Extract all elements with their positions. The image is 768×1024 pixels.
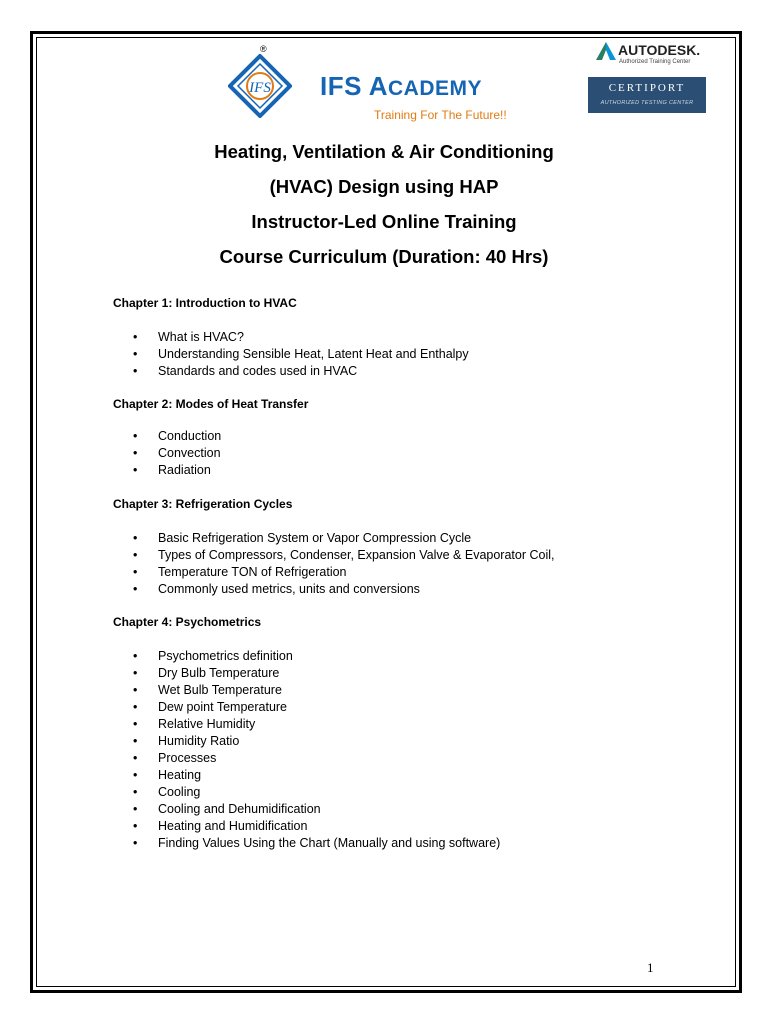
- list-item: • Conduction: [113, 428, 713, 445]
- list-item: • Radiation: [113, 462, 713, 479]
- list-item: • Processes: [113, 750, 713, 767]
- list-item: • Heating and Humidification: [113, 818, 713, 835]
- list-item: • Types of Compressors, Condenser, Expansion Valve & Evaporator Coil,: [113, 547, 713, 564]
- brand-tagline: Training For The Future!!: [374, 108, 507, 122]
- chapter-3: [113, 496, 713, 598]
- list-item: • Convection: [113, 445, 713, 462]
- list-item: • Basic Refrigeration System or Vapor Compression Cycle: [113, 530, 713, 547]
- course-title-line2: (HVAC) Design using HAP: [269, 176, 499, 197]
- chapter-topic-list: [113, 428, 713, 479]
- certiport-subtitle: AUTHORIZED TESTING CENTER: [600, 100, 694, 106]
- list-item: • Temperature TON of Refrigeration: [113, 564, 713, 581]
- brand-name: IFS ACADEMY: [320, 71, 482, 101]
- certiport-name: CERTIPORT: [608, 82, 686, 94]
- page-number: 1: [647, 960, 654, 975]
- chapter-2: [113, 396, 713, 479]
- autodesk-subtitle: Authorized Training Center: [619, 59, 691, 65]
- course-title-line3: Instructor-Led Online Training: [251, 211, 517, 232]
- autodesk-name: AUTODESK.: [618, 42, 701, 58]
- course-title-line4: Course Curriculum (Duration: 40 Hrs): [219, 246, 549, 267]
- list-item: • Cooling: [113, 784, 713, 801]
- chapter-heading: Chapter 4: Psychometrics: [113, 615, 262, 629]
- list-item: • Relative Humidity: [113, 716, 713, 733]
- course-title-block: [0, 134, 768, 274]
- list-item: • Psychometrics definition: [113, 648, 713, 665]
- chapter-heading: Chapter 1: Introduction to HVAC: [113, 296, 297, 310]
- list-item: • Heating: [113, 767, 713, 784]
- list-item: • Understanding Sensible Heat, Latent Heat and Enthalpy: [113, 346, 713, 363]
- list-item: • Commonly used metrics, units and conversions: [113, 581, 713, 598]
- svg-text:IFS: IFS: [249, 80, 271, 96]
- ifs-academy-logo: [228, 44, 538, 126]
- list-item: • Cooling and Dehumidification: [113, 801, 713, 818]
- list-item: • Dew point Temperature: [113, 699, 713, 716]
- ifs-diamond-icon: [228, 54, 292, 118]
- chapter-topic-list: [113, 530, 713, 598]
- certiport-logo: [588, 77, 706, 113]
- curriculum-content: [113, 295, 713, 852]
- chapter-1: [113, 295, 713, 380]
- chapter-heading: Chapter 2: Modes of Heat Transfer: [113, 397, 309, 411]
- chapter-topic-list: [113, 329, 713, 380]
- list-item: • Dry Bulb Temperature: [113, 665, 713, 682]
- chapter-heading: Chapter 3: Refrigeration Cycles: [113, 497, 293, 511]
- autodesk-a-icon: [596, 42, 616, 60]
- chapter-4: [113, 614, 713, 852]
- chapter-topic-list: [113, 648, 713, 852]
- list-item: • Standards and codes used in HVAC: [113, 363, 713, 380]
- list-item: • Wet Bulb Temperature: [113, 682, 713, 699]
- registered-mark: ®: [260, 44, 267, 54]
- list-item: • What is HVAC?: [113, 329, 713, 346]
- course-title-line1: Heating, Ventilation & Air Conditioning: [214, 141, 554, 162]
- list-item: • Finding Values Using the Chart (Manually and using software): [113, 835, 713, 852]
- autodesk-logo: [596, 42, 706, 70]
- list-item: • Humidity Ratio: [113, 733, 713, 750]
